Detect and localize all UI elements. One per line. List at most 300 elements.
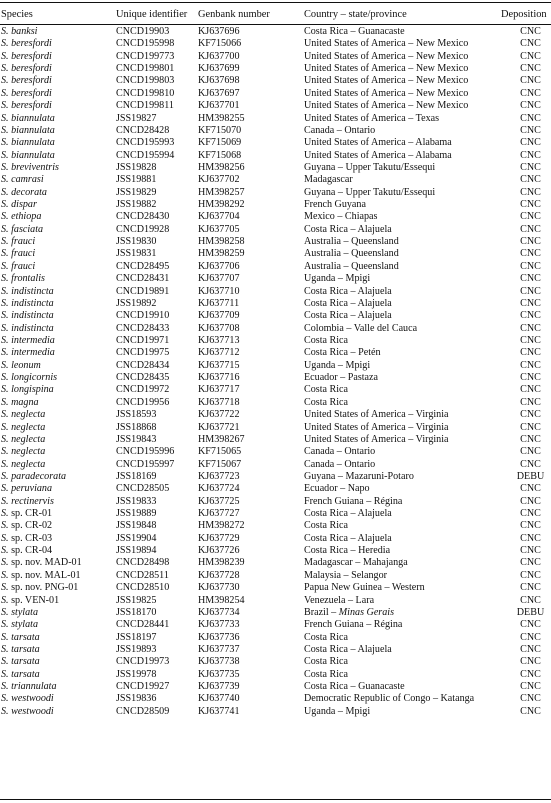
cell-genbank-number: KJ637711 [198, 297, 240, 309]
cell-species: S. longispina [1, 384, 54, 396]
cell-species: S. westwoodi [1, 693, 54, 705]
cell-country: Malaysia – Selangor [304, 569, 387, 581]
cell-deposition: CNC [520, 137, 541, 149]
cell-genbank-number: KJ637704 [198, 211, 240, 223]
cell-country: Costa Rica – Petén [304, 347, 381, 359]
cell-unique-identifier: JSS19829 [116, 186, 157, 198]
cell-country: Costa Rica [304, 396, 349, 408]
cell-deposition: CNC [520, 38, 541, 50]
cell-species: S. tarsata [1, 656, 40, 668]
table-row [0, 323, 551, 335]
cell-deposition: DEBU [516, 470, 545, 482]
cell-country: Costa Rica [304, 520, 349, 532]
cell-country: Canada – Ontario [304, 124, 376, 136]
cell-unique-identifier: JSS19894 [116, 545, 157, 557]
cell-genbank-number: KJ637721 [198, 421, 240, 433]
table-row [0, 434, 551, 446]
cell-species: S. neglecta [1, 409, 46, 421]
cell-country: Colombia – Valle del Cauca [304, 322, 418, 334]
cell-species: S. paradecorata [1, 470, 67, 482]
cell-unique-identifier: JSS19843 [116, 433, 157, 445]
cell-genbank-number: HM398254 [198, 594, 245, 606]
cell-genbank-number: KJ637718 [198, 396, 240, 408]
cell-unique-identifier: CNCD28498 [116, 557, 170, 569]
cell-deposition: CNC [520, 433, 541, 445]
cell-unique-identifier: CNCD19891 [116, 285, 170, 297]
cell-species: S. ethiopa [1, 211, 42, 223]
cell-country: Uganda – Mpigi [304, 273, 371, 285]
cell-deposition: CNC [520, 409, 541, 421]
cell-species: S. beresfordi [1, 50, 52, 62]
cell-country: Costa Rica [304, 384, 349, 396]
cell-deposition: CNC [520, 334, 541, 346]
table-row [0, 384, 551, 396]
cell-unique-identifier: CNCD19972 [116, 384, 170, 396]
cell-unique-identifier: CNCD199811 [116, 100, 174, 112]
table-row [0, 38, 551, 50]
cell-country: Costa Rica [304, 668, 349, 680]
cell-country: Australia – Queensland [304, 248, 399, 260]
cell-unique-identifier: CNCD28510 [116, 582, 170, 594]
cell-genbank-number: HM398292 [198, 199, 245, 211]
cell-species: S. biannulata [1, 137, 55, 149]
cell-country: Uganda – Mpigi [304, 359, 371, 371]
table-header [0, 7, 551, 23]
cell-deposition: CNC [520, 211, 541, 223]
cell-deposition: CNC [520, 656, 541, 668]
table-row [0, 211, 551, 223]
cell-species: S. frontalis [1, 273, 45, 285]
cell-country: United States of America – New Mexico [304, 38, 469, 50]
cell-deposition: CNC [520, 260, 541, 272]
header-genbank-number: Genbank number [198, 9, 270, 20]
cell-unique-identifier: CNCD19975 [116, 347, 170, 359]
cell-deposition: CNC [520, 594, 541, 606]
table-row [0, 681, 551, 693]
table-row [0, 335, 551, 347]
table-row [0, 162, 551, 174]
table-row [0, 557, 551, 569]
cell-species: S. neglecta [1, 446, 46, 458]
cell-genbank-number: KJ637739 [198, 681, 240, 693]
cell-genbank-number: KJ637712 [198, 347, 240, 359]
cell-country: Costa Rica – Alajuela [304, 285, 392, 297]
cell-species: S. peruviana [1, 483, 53, 495]
cell-species: S. neglecta [1, 458, 46, 470]
cell-country: Costa Rica – Heredia [304, 545, 391, 557]
cell-species: S. rectinervis [1, 495, 54, 507]
cell-unique-identifier: CNCD28431 [116, 273, 170, 285]
cell-country: Costa Rica – Alajuela [304, 310, 392, 322]
cell-species: S. magna [1, 396, 39, 408]
cell-species: S. tarsata [1, 631, 40, 643]
table-row [0, 397, 551, 409]
cell-country: Madagascar [304, 174, 353, 186]
cell-unique-identifier: JSS19904 [116, 532, 157, 544]
cell-genbank-number: KJ637729 [198, 532, 240, 544]
cell-genbank-number: KJ637710 [198, 285, 240, 297]
cell-species: S. sp. VEN-01 [1, 594, 60, 606]
cell-deposition: CNC [520, 359, 541, 371]
header-deposition: Deposition [501, 9, 547, 20]
header-species: Species [1, 9, 33, 20]
cell-deposition: CNC [520, 100, 541, 112]
cell-genbank-number: KJ637708 [198, 322, 240, 334]
cell-deposition: CNC [520, 75, 541, 87]
cell-species: S. decorata [1, 186, 47, 198]
cell-genbank-number: HM398256 [198, 161, 245, 173]
cell-genbank-number: KJ637733 [198, 619, 240, 631]
cell-deposition: CNC [520, 545, 541, 557]
cell-deposition: CNC [520, 483, 541, 495]
cell-genbank-number: KJ637698 [198, 75, 240, 87]
cell-country: Costa Rica – Alajuela [304, 223, 392, 235]
cell-deposition: CNC [520, 63, 541, 75]
cell-country: Venezuela – Lara [304, 594, 375, 606]
cell-deposition: CNC [520, 199, 541, 211]
cell-genbank-number: KJ637737 [198, 643, 240, 655]
cell-unique-identifier: CNCD199773 [116, 50, 175, 62]
cell-deposition: CNC [520, 161, 541, 173]
cell-deposition: CNC [520, 26, 541, 37]
cell-country: United States of America – New Mexico [304, 50, 469, 62]
cell-species: S. westwoodi [1, 705, 54, 717]
cell-country: Brazil – Minas Gerais [304, 606, 395, 618]
cell-genbank-number: KJ637709 [198, 310, 240, 322]
table-header-rule [0, 24, 551, 25]
cell-unique-identifier: CNCD28505 [116, 483, 170, 495]
cell-deposition: CNC [520, 421, 541, 433]
cell-genbank-number: KJ637728 [198, 569, 240, 581]
table-row [0, 483, 551, 495]
cell-country: Costa Rica [304, 656, 349, 668]
table-row [0, 446, 551, 458]
cell-species: S. leonum [1, 359, 41, 371]
cell-deposition: CNC [520, 87, 541, 99]
cell-species: S. sp. CR-01 [1, 508, 53, 520]
cell-genbank-number: KJ637735 [198, 668, 240, 680]
cell-unique-identifier: JSS19831 [116, 248, 157, 260]
cell-unique-identifier: CNCD19973 [116, 656, 170, 668]
table-row [0, 236, 551, 248]
cell-species: S. indistincta [1, 285, 54, 297]
cell-country: United States of America – Texas [304, 112, 440, 124]
cell-genbank-number: HM398258 [198, 236, 245, 248]
cell-genbank-number: KF715070 [198, 124, 242, 136]
cell-unique-identifier: CNCD199810 [116, 87, 175, 99]
cell-genbank-number: KJ637716 [198, 372, 240, 384]
cell-unique-identifier: CNCD28430 [116, 211, 170, 223]
cell-unique-identifier: JSS19825 [116, 594, 157, 606]
cell-unique-identifier: JSS19889 [116, 508, 157, 520]
table-row [0, 63, 551, 75]
cell-species: S. sp. nov. MAL-01 [1, 569, 81, 581]
cell-deposition: CNC [520, 223, 541, 235]
cell-unique-identifier: CNCD28441 [116, 619, 170, 631]
cell-species: S. sp. CR-04 [1, 545, 53, 557]
cell-unique-identifier: CNCD195994 [116, 149, 175, 161]
cell-country: United States of America – New Mexico [304, 100, 469, 112]
cell-genbank-number: KF715069 [198, 137, 242, 149]
cell-species: S. biannulata [1, 124, 55, 136]
table-row [0, 26, 551, 38]
cell-species: S. fasciata [1, 223, 44, 235]
cell-country: Guyana – Upper Takutu/Essequi [304, 161, 436, 173]
cell-unique-identifier: JSS19848 [116, 520, 157, 532]
cell-species: S. sp. nov. MAD-01 [1, 557, 82, 569]
cell-deposition: CNC [520, 112, 541, 124]
cell-country: United States of America – New Mexico [304, 87, 469, 99]
cell-country: Australia – Queensland [304, 236, 399, 248]
cell-country: French Guyana [304, 199, 366, 211]
cell-unique-identifier: JSS18170 [116, 606, 157, 618]
cell-genbank-number: KJ637725 [198, 495, 240, 507]
cell-genbank-number: KJ637701 [198, 100, 240, 112]
cell-species: S. banksi [1, 26, 38, 37]
cell-deposition: CNC [520, 619, 541, 631]
cell-deposition: CNC [520, 520, 541, 532]
cell-unique-identifier: CNCD28435 [116, 372, 170, 384]
cell-unique-identifier: CNCD199801 [116, 63, 175, 75]
table-row [0, 706, 551, 718]
cell-genbank-number: KJ637697 [198, 87, 240, 99]
cell-unique-identifier: JSS18593 [116, 409, 157, 421]
table-row [0, 595, 551, 607]
cell-unique-identifier: CNCD19956 [116, 396, 170, 408]
table-row [0, 150, 551, 162]
cell-deposition: CNC [520, 446, 541, 458]
cell-unique-identifier: CNCD19927 [116, 681, 170, 693]
cell-genbank-number: HM398255 [198, 112, 245, 124]
cell-deposition: CNC [520, 705, 541, 717]
cell-unique-identifier: JSS19827 [116, 112, 157, 124]
table-row [0, 656, 551, 668]
cell-country: Ecuador – Napo [304, 483, 370, 495]
header-unique-identifier: Unique identifier [116, 9, 188, 20]
table-row [0, 471, 551, 483]
cell-species: S. stylata [1, 619, 39, 631]
cell-unique-identifier: CNCD28434 [116, 359, 170, 371]
table-row [0, 51, 551, 63]
cell-genbank-number: KJ637706 [198, 260, 240, 272]
cell-unique-identifier: JSS19892 [116, 297, 157, 309]
cell-unique-identifier: JSS19833 [116, 495, 157, 507]
cell-unique-identifier: JSS18197 [116, 631, 157, 643]
cell-unique-identifier: JSS19893 [116, 643, 157, 655]
cell-unique-identifier: JSS19830 [116, 236, 157, 248]
table-row [0, 199, 551, 211]
table-bottom-rule [0, 799, 551, 800]
cell-country: Costa Rica – Alajuela [304, 643, 392, 655]
cell-unique-identifier: JSS19978 [116, 668, 157, 680]
cell-unique-identifier: JSS19836 [116, 693, 157, 705]
cell-species: S. breviventris [1, 161, 59, 173]
table-row [0, 508, 551, 520]
cell-unique-identifier: JSS19828 [116, 161, 157, 173]
cell-country: Costa Rica – Guanacaste [304, 26, 405, 37]
cell-deposition: CNC [520, 681, 541, 693]
table-row [0, 125, 551, 137]
cell-country: Madagascar – Mahajanga [304, 557, 408, 569]
cell-country: Costa Rica [304, 631, 349, 643]
cell-country: United States of America – Virginia [304, 433, 449, 445]
cell-genbank-number: KJ637717 [198, 384, 240, 396]
cell-species: S. frauci [1, 260, 36, 272]
cell-deposition: CNC [520, 557, 541, 569]
cell-genbank-number: HM398257 [198, 186, 245, 198]
header-country: Country – state/province [304, 9, 407, 20]
cell-unique-identifier: CNCD19928 [116, 223, 170, 235]
table-row [0, 669, 551, 681]
cell-genbank-number: HM398272 [198, 520, 245, 532]
cell-country: United States of America – Virginia [304, 421, 449, 433]
cell-genbank-number: KJ637707 [198, 273, 240, 285]
table-top-rule [0, 2, 551, 3]
cell-country: United States of America – Virginia [304, 409, 449, 421]
cell-species: S. intermedia [1, 334, 55, 346]
cell-country: United States of America – New Mexico [304, 75, 469, 87]
cell-species: S. indistincta [1, 297, 54, 309]
cell-deposition: CNC [520, 532, 541, 544]
cell-species: S. longicornis [1, 372, 58, 384]
cell-deposition: CNC [520, 248, 541, 260]
cell-unique-identifier: CNCD19971 [116, 334, 170, 346]
cell-genbank-number: HM398267 [198, 433, 245, 445]
cell-genbank-number: KJ637715 [198, 359, 240, 371]
cell-species: S. beresfordi [1, 75, 52, 87]
cell-genbank-number: HM398259 [198, 248, 245, 260]
cell-country: Guyana – Mazaruni-Potaro [304, 470, 414, 482]
cell-genbank-number: KJ637736 [198, 631, 240, 643]
cell-deposition: CNC [520, 50, 541, 62]
cell-genbank-number: KJ637700 [198, 50, 240, 62]
cell-unique-identifier: CNCD199803 [116, 75, 175, 87]
cell-country: Costa Rica [304, 334, 349, 346]
table-row [0, 187, 551, 199]
table-row [0, 360, 551, 372]
cell-species: S. tarsata [1, 668, 40, 680]
cell-unique-identifier: JSS18169 [116, 470, 157, 482]
cell-genbank-number: KJ637722 [198, 409, 240, 421]
cell-deposition: CNC [520, 495, 541, 507]
cell-unique-identifier: JSS19882 [116, 199, 157, 211]
cell-country: French Guiana – Régina [304, 495, 403, 507]
cell-deposition: CNC [520, 347, 541, 359]
cell-genbank-number: KJ637699 [198, 63, 240, 75]
cell-deposition: CNC [520, 273, 541, 285]
table-row [0, 570, 551, 582]
cell-species: S. biannulata [1, 149, 55, 161]
cell-species: S. indistincta [1, 322, 54, 334]
cell-genbank-number: KF715068 [198, 149, 242, 161]
cell-genbank-number: KJ637734 [198, 606, 240, 618]
cell-species: S. dispar [1, 199, 37, 211]
table-row [0, 422, 551, 434]
table-row [0, 174, 551, 186]
table-row [0, 496, 551, 508]
cell-country: Costa Rica – Guanacaste [304, 681, 405, 693]
table-row [0, 545, 551, 557]
table-body [0, 26, 551, 718]
table-row [0, 607, 551, 619]
cell-country: Canada – Ontario [304, 458, 376, 470]
cell-unique-identifier: JSS19881 [116, 174, 157, 186]
table-row [0, 372, 551, 384]
cell-country: Costa Rica – Alajuela [304, 532, 392, 544]
table-row [0, 459, 551, 471]
cell-country: Uganda – Mpigi [304, 705, 371, 717]
cell-genbank-number: KJ637702 [198, 174, 240, 186]
cell-country: United States of America – Alabama [304, 137, 452, 149]
table-row [0, 644, 551, 656]
table-row [0, 347, 551, 359]
table-row [0, 286, 551, 298]
table-row [0, 224, 551, 236]
cell-deposition: CNC [520, 643, 541, 655]
cell-deposition: CNC [520, 236, 541, 248]
cell-genbank-number: KJ637705 [198, 223, 240, 235]
cell-unique-identifier: CNCD19903 [116, 26, 170, 37]
cell-country: Costa Rica – Alajuela [304, 508, 392, 520]
cell-species: S. beresfordi [1, 38, 52, 50]
cell-country: Canada – Ontario [304, 446, 376, 458]
cell-unique-identifier: JSS18868 [116, 421, 157, 433]
cell-deposition: CNC [520, 322, 541, 334]
cell-deposition: CNC [520, 631, 541, 643]
cell-deposition: DEBU [516, 606, 545, 618]
cell-unique-identifier: CNCD195997 [116, 458, 175, 470]
cell-deposition: CNC [520, 186, 541, 198]
cell-country: United States of America – Alabama [304, 149, 452, 161]
cell-unique-identifier: CNCD195993 [116, 137, 175, 149]
cell-species: S. triannulata [1, 681, 57, 693]
cell-species: S. frauci [1, 236, 36, 248]
table-row [0, 75, 551, 87]
cell-unique-identifier: CNCD28428 [116, 124, 170, 136]
cell-genbank-number: KJ637723 [198, 470, 240, 482]
cell-unique-identifier: CNCD195996 [116, 446, 175, 458]
cell-deposition: CNC [520, 693, 541, 705]
table-row [0, 248, 551, 260]
cell-genbank-number: KJ637724 [198, 483, 240, 495]
table-row [0, 520, 551, 532]
cell-species: S. beresfordi [1, 100, 52, 112]
cell-deposition: CNC [520, 124, 541, 136]
table-row [0, 533, 551, 545]
table-row [0, 310, 551, 322]
cell-genbank-number: KJ637740 [198, 693, 240, 705]
cell-unique-identifier: CNCD28495 [116, 260, 170, 272]
cell-deposition: CNC [520, 285, 541, 297]
cell-country: Costa Rica – Alajuela [304, 297, 392, 309]
cell-country: French Guiana – Régina [304, 619, 403, 631]
cell-species: S. frauci [1, 248, 36, 260]
cell-species: S. tarsata [1, 643, 40, 655]
table-row [0, 261, 551, 273]
table-row [0, 619, 551, 631]
table-row [0, 88, 551, 100]
cell-deposition: CNC [520, 508, 541, 520]
table-row [0, 113, 551, 125]
cell-species: S. neglecta [1, 421, 46, 433]
cell-species: S. beresfordi [1, 87, 52, 99]
cell-unique-identifier: CNCD195998 [116, 38, 175, 50]
cell-genbank-number: KF715065 [198, 446, 242, 458]
cell-deposition: CNC [520, 582, 541, 594]
cell-country: Australia – Queensland [304, 260, 399, 272]
cell-genbank-number: KF715067 [198, 458, 242, 470]
table-row [0, 298, 551, 310]
